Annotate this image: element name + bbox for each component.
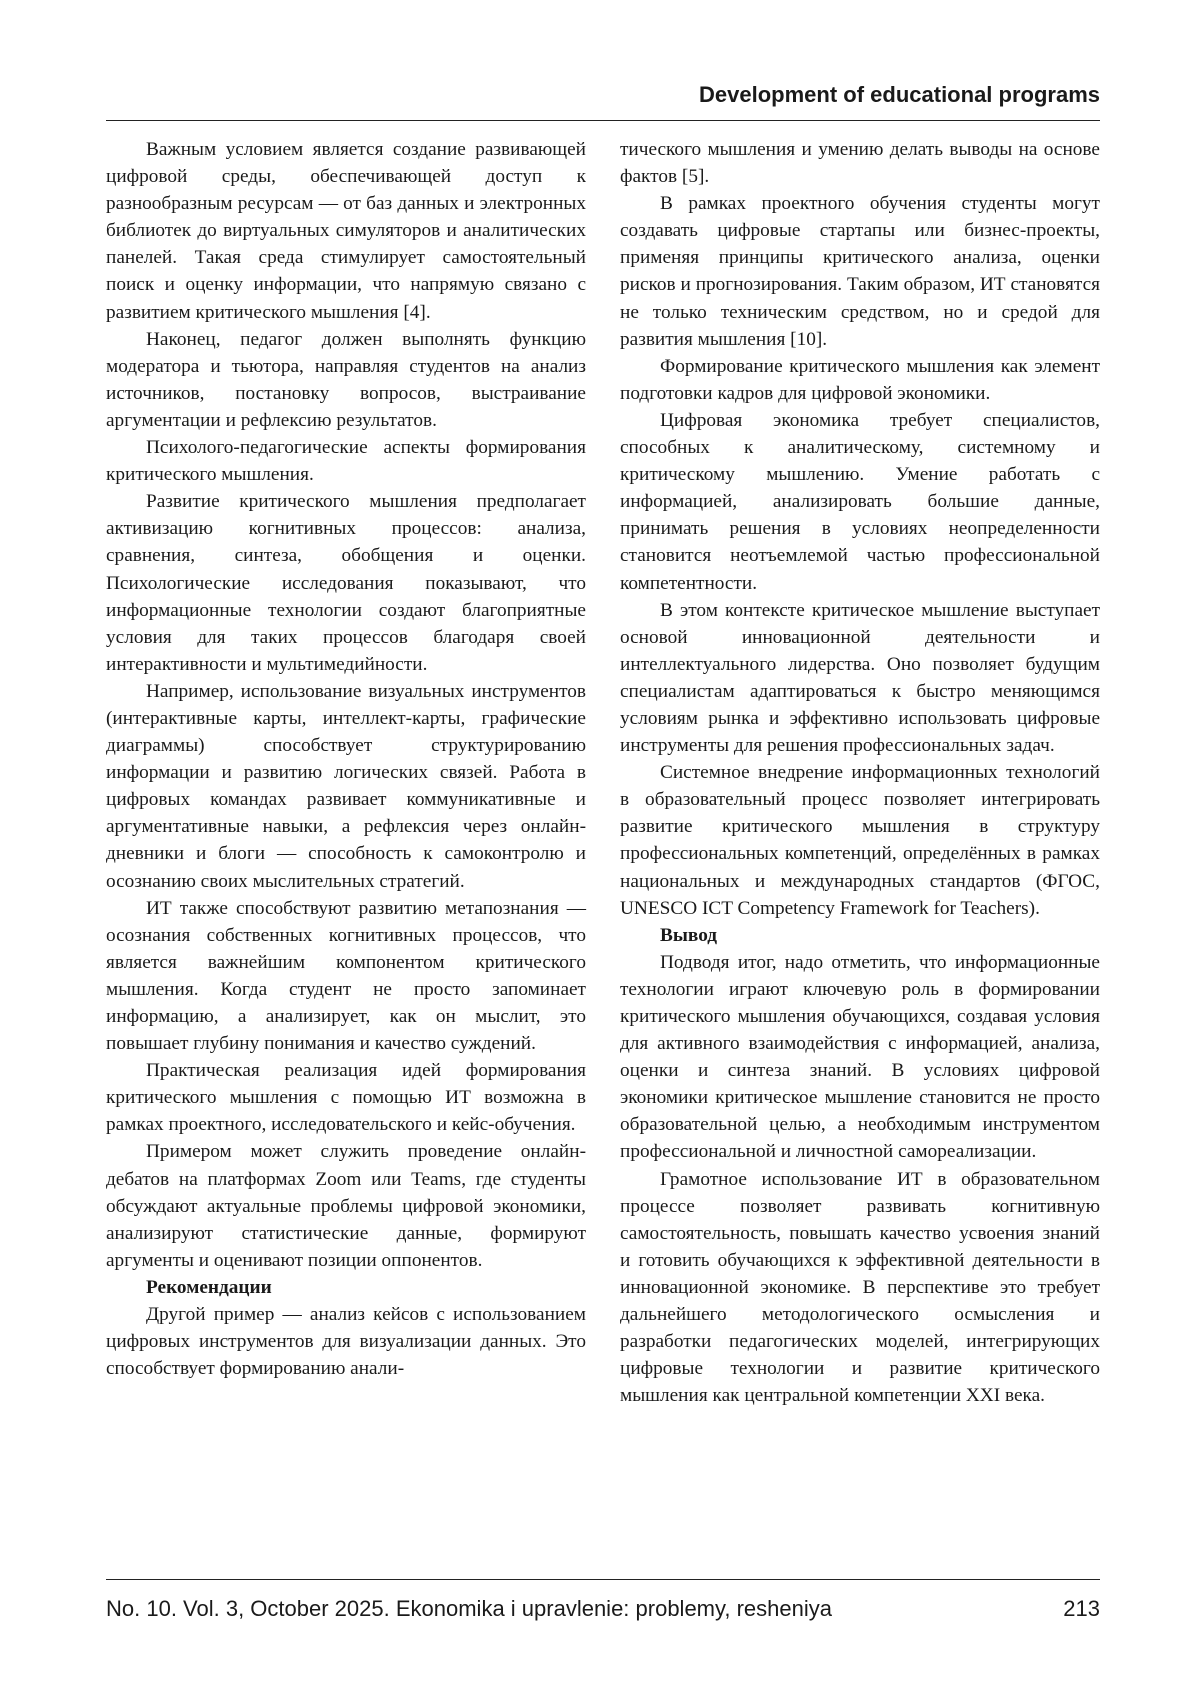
section-heading-conclusion: Вывод xyxy=(660,924,718,946)
right-column xyxy=(620,136,1100,1409)
footer-rule xyxy=(106,1579,1100,1580)
paragraph: Практическая реализация идей формирования критического мышления с помощью ИТ возможна в рамках проектного, исследовательского и кейс-обучения. xyxy=(106,1060,586,1136)
page-footer xyxy=(106,1596,1100,1622)
paragraph: В рамках проектного обучения студенты могут создавать цифровые стартапы или бизнес-проекты, применяя принципы критического анализа, оценки рисков и прогнозирования. Таким образом, ИТ становятся не только техническим средством, но и средой для развития мышления [10]. xyxy=(620,193,1100,350)
paragraph: Грамотное использование ИТ в образовательном процессе позволяет развивать когнитивную самостоятельность, повышать качество усвоения знаний и готовить обучающихся к эффективной деятельности в инновационной экономике. В перспективе это требует дальнейшего методологического осмысления и разработки педагогических моделей, интегрирующих цифровые технологии и развитие критического мышления как центральной компетенции XXI века. xyxy=(620,1168,1100,1407)
paragraph: Важным условием является создание развивающей цифровой среды, обеспечивающей доступ к разнообразным ресурсам — от баз данных и электронных библиотек до виртуальных симуляторов и аналитических панелей. Такая среда стимулирует самостоятельный поиск и оценку информации, что напрямую связано с развитием критического мышления [4]. xyxy=(106,139,586,323)
section-heading-recommendations: Рекомендации xyxy=(146,1276,272,1298)
paragraph: Развитие критического мышления предполагает активизацию когнитивных процессов: анализа, сравнения, синтеза, обобщения и оценки. Психологические исследования показывают, что информационные технологии создают благоприятные условия для таких процессов благодаря своей интерактивности и мультимедийности. xyxy=(106,491,586,675)
paragraph: Системное внедрение информационных технологий в образовательный процесс позволяет интегрировать развитие критического мышления в структуру профессиональных компетенций, определённых в рамках национальных и международных стандартов (ФГОС, UNESCO ICT Competency Framework for Teachers). xyxy=(620,762,1100,919)
paragraph: Психолого-педагогические аспекты формирования критического мышления. xyxy=(106,437,586,486)
paragraph-continuation: тического мышления и умению делать выводы на основе фактов [5]. xyxy=(620,139,1100,188)
header-rule xyxy=(106,120,1100,121)
paragraph: Примером может служить проведение онлайн-дебатов на платформах Zoom или Teams, где студенты обсуждают актуальные проблемы цифровой экономики, анализируют статистические данные, формируют аргументы и оценивают позиции оппонентов. xyxy=(106,1141,586,1271)
journal-citation: No. 10. Vol. 3, October 2025. Ekonomika i upravlenie: problemy, resheniya xyxy=(106,1596,832,1621)
paragraph: Наконец, педагог должен выполнять функцию модератора и тьютора, направляя студентов на анализ источников, постановку вопросов, выстраивание аргументации и рефлексию результатов. xyxy=(106,328,586,431)
paragraph: Цифровая экономика требует специалистов, способных к аналитическому, системному и критическому мышлению. Умение работать с информацией, анализировать большие данные, принимать решения в условиях неопределенности становится неотъемлемой частью профессиональной компетентности. xyxy=(620,409,1100,594)
paragraph: Формирование критического мышления как элемент подготовки кадров для цифровой экономики. xyxy=(620,355,1100,404)
running-head: Development of educational programs xyxy=(699,82,1100,107)
paragraph: Например, использование визуальных инструментов (интерактивные карты, интеллект-карты, графические диаграммы) способствует структурированию информации и развитию логических связей. Работа в цифровых командах развивает коммуникативные и аргументативные навыки, а рефлексия через онлайн-дневники и блоги — способность к самоконтролю и осознанию своих мыслительных стратегий. xyxy=(106,680,586,892)
page-number: 213 xyxy=(1063,1596,1100,1621)
paragraph: ИТ также способствуют развитию метапознания — осознания собственных когнитивных процессов, что является важнейшим компонентом критического мышления. Когда студент не просто запоминает информацию, а анализирует, как он мыслит, это повышает глубину понимания и качество суждений. xyxy=(106,897,586,1055)
paragraph: Другой пример — анализ кейсов с использованием цифровых инструментов для визуализации данных. Это способствует формированию анали- xyxy=(106,1304,586,1380)
paragraph: Подводя итог, надо отметить, что информационные технологии играют ключевую роль в формировании критического мышления обучающихся, создавая условия для активного взаимодействия с информацией, анализа, оценки и синтеза знаний. В условиях цифровой экономики критическое мышление становится не просто образовательной целью, а необходимым инструментом профессиональной и личностной самореализации. xyxy=(620,951,1100,1163)
paragraph: В этом контексте критическое мышление выступает основой инновационной деятельности и интеллектуального лидерства. Оно позволяет будущим специалистам адаптироваться к быстро меняющимся условиям рынка и эффективно использовать цифровые инструменты для решения профессиональных задач. xyxy=(620,599,1100,757)
left-column xyxy=(106,136,586,1382)
